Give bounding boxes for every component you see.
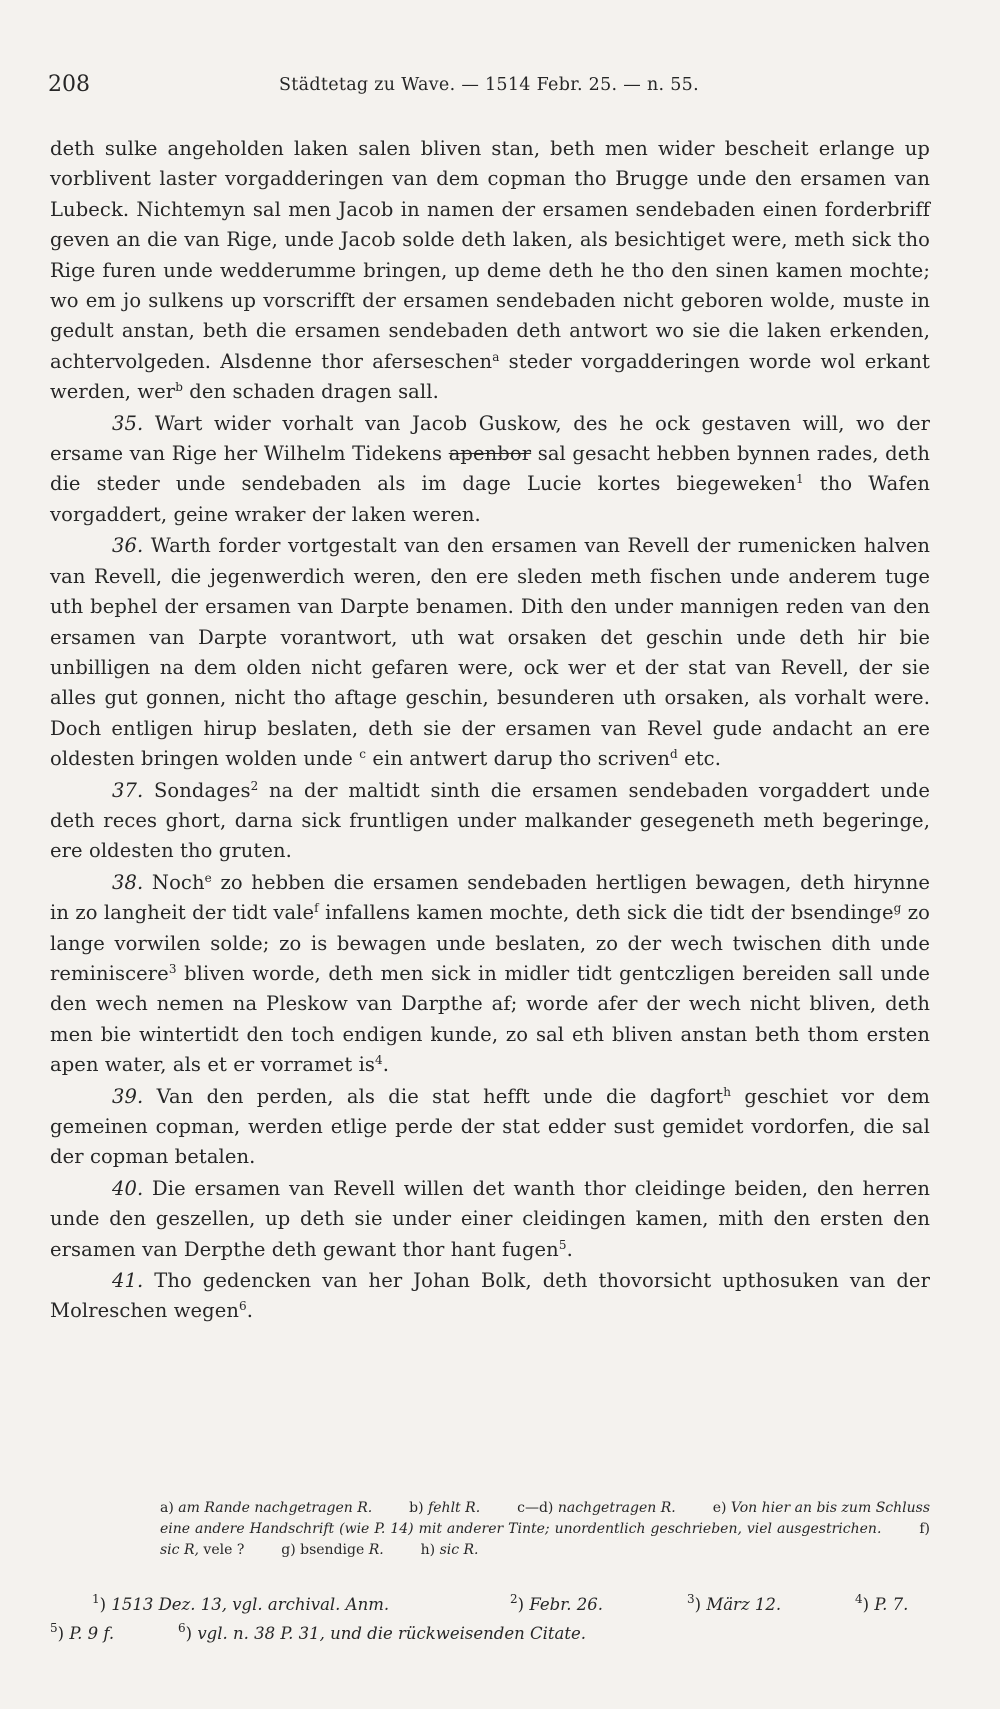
paragraph-number: 38.: [112, 870, 144, 894]
footnote-1: $^1$) 1513 Dez. 13, vgl. archival. Anm.: [92, 1592, 390, 1614]
note-b: b) fehlt R.: [409, 1500, 481, 1516]
note-e: e) Von hier an bis zum Schluss eine andere Handschrift (wie P. 14) mit anderer Tinte; unordentlich geschrieben, viel ausgestrichen.: [160, 1500, 931, 1537]
footnote-row: [50, 1590, 930, 1619]
struck-word: apenbor: [448, 442, 532, 466]
footnotes: [50, 1590, 930, 1648]
page-number: 208: [48, 72, 90, 97]
paragraph-number: 37.: [112, 778, 144, 802]
page-header: [48, 72, 930, 100]
paragraph-40: 40. Die ersamen van Revell willen det wanth thor cleidinge beiden, den herren unde den geszellen, up deth sie under einer cleidingen kamen, mith den ersten den ersamen van Derpthe deth gewant thor hant fugen$^5$.: [50, 1176, 930, 1261]
paragraph-36: 36. Warth forder vortgestalt van den ersamen van Revell der rumenicken halven van Revell, die jegenwerdich weren, den ere sleden meth fischen unde anderem tuge uth bephel der ersamen van Darpte benamen. Dith den under mannigen reden van den ersamen van Darpte vorantwort, uth wat orsaken det geschin unde deth hir bie unbilligen na dem olden nicht gefaren were, ock wer et der stat van Revell, der sie alles gut gonnen, nicht tho aftage geschin, besunderen uth orsaken, als vorhalt were. Doch entligen hirup beslaten, deth sie der ersamen van Revel gude andacht an ere oldesten bringen wolden unde $^c$ ein antwert darup tho scriven$^d$ etc.: [50, 534, 930, 771]
paragraph-35: 35. Wart wider vorhalt van Jacob Guskow, des he ock gestaven will, wo der ersame van Rige her Wilhelm Tidekens apenbor sal gesacht hebben bynnen rades, deth die steder unde sendebaden als im dage Lucie kortes biegeweken$^1$ tho Wafen vorgaddert, geine wraker der laken weren.: [50, 411, 931, 526]
note-h: h) sic R.: [420, 1542, 479, 1558]
paragraph-number: 35.: [112, 411, 144, 435]
paragraph-41: 41. Tho gedencken van her Johan Bolk, deth thovorsicht upthosuken van der Molreschen wegen$^6$.: [50, 1269, 930, 1323]
paragraph-37: 37. Sondages$^2$ na der maltidt sinth die ersamen sendebaden vorgaddert unde deth reces ghort, darna sick fruntligen under malkander gesegeneth meth begeringe, ere oldesten tho gruten.: [50, 778, 930, 863]
note-cd: c—d) nachgetragen R.: [517, 1500, 676, 1516]
footnote-5: $^5$) P. 9 f.: [50, 1621, 115, 1643]
note-f: f) sic R, vele ?: [160, 1521, 930, 1558]
paragraph-number: 36.: [112, 534, 144, 558]
note-a: a) am Rande nachgetragen R.: [160, 1500, 373, 1516]
paragraph-continuation: deth sulke angeholden laken salen bliven stan, beth men wider bescheit erlange up vorblivent laster vorgadderingen van dem copman tho Brugge unde den ersamen van Lubeck. Nichtemyn sal men Jacob in namen der ersamen sendebaden einen forderbriff geven an die van Rige, unde Jacob solde deth laken, als besichtiget were, meth sick tho Rige furen unde wedderumme bringen, up deme deth he tho den sinen kamen mochte; wo em jo sulkens up vorscrifft der ersamen sendebaden nicht geboren wolde, muste in gedult anstan, beth die ersamen sendebaden deth antwort wo sie die laken erkenden, achtervolgeden. Alsdenne thor aferseschen$^a$ steder vorgadderingen worde wol erkant werden, wer$^b$ den schaden dragen sall.: [50, 137, 930, 404]
text-critical-apparatus: [160, 1498, 930, 1561]
footnote-row: [50, 1619, 930, 1648]
paragraph-number: 41.: [112, 1269, 144, 1293]
main-text: [50, 134, 930, 1327]
footnote-2: $^2$) Febr. 26.: [510, 1592, 604, 1614]
running-title: Städtetag zu Wave. — 1514 Febr. 25. — n. 55.: [279, 75, 699, 95]
footnote-6: $^6$) vgl. n. 38 P. 31, und die rückweisenden Citate.: [178, 1621, 586, 1643]
footnote-4: $^4$) P. 7.: [855, 1592, 909, 1614]
paragraph-number: 39.: [112, 1084, 144, 1108]
footnote-3: $^3$) März 12.: [687, 1592, 782, 1614]
paragraph-39: 39. Van den perden, als die stat hefft unde die dagfort$^h$ geschiet vor dem gemeinen copman, werden etlige perde der stat edder sust gemidet vordorfen, die sal der copman betalen.: [50, 1084, 930, 1169]
note-g: g) bsendige R.: [281, 1542, 384, 1558]
paragraph-number: 40.: [112, 1176, 144, 1200]
paragraph-38: 38. Noch$^e$ zo hebben die ersamen sendebaden hertligen bewagen, deth hirynne in zo langheit der tidt vale$^f$ infallens kamen mochte, deth sick die tidt der bsendinge$^g$ zo lange vorwilen solde; zo is bewagen unde beslaten, zo der wech twischen dith unde reminiscere$^3$ bliven worde, deth men sick in midler tidt gentczligen bereiden sall unde den wech nemen na Pleskow van Darpthe af; worde afer der wech nicht bliven, deth men bie wintertidt den toch endigen kunde, zo sal eth bliven anstan beth thom ersten apen water, als et er vorramet $is^4$.: [50, 870, 931, 1077]
